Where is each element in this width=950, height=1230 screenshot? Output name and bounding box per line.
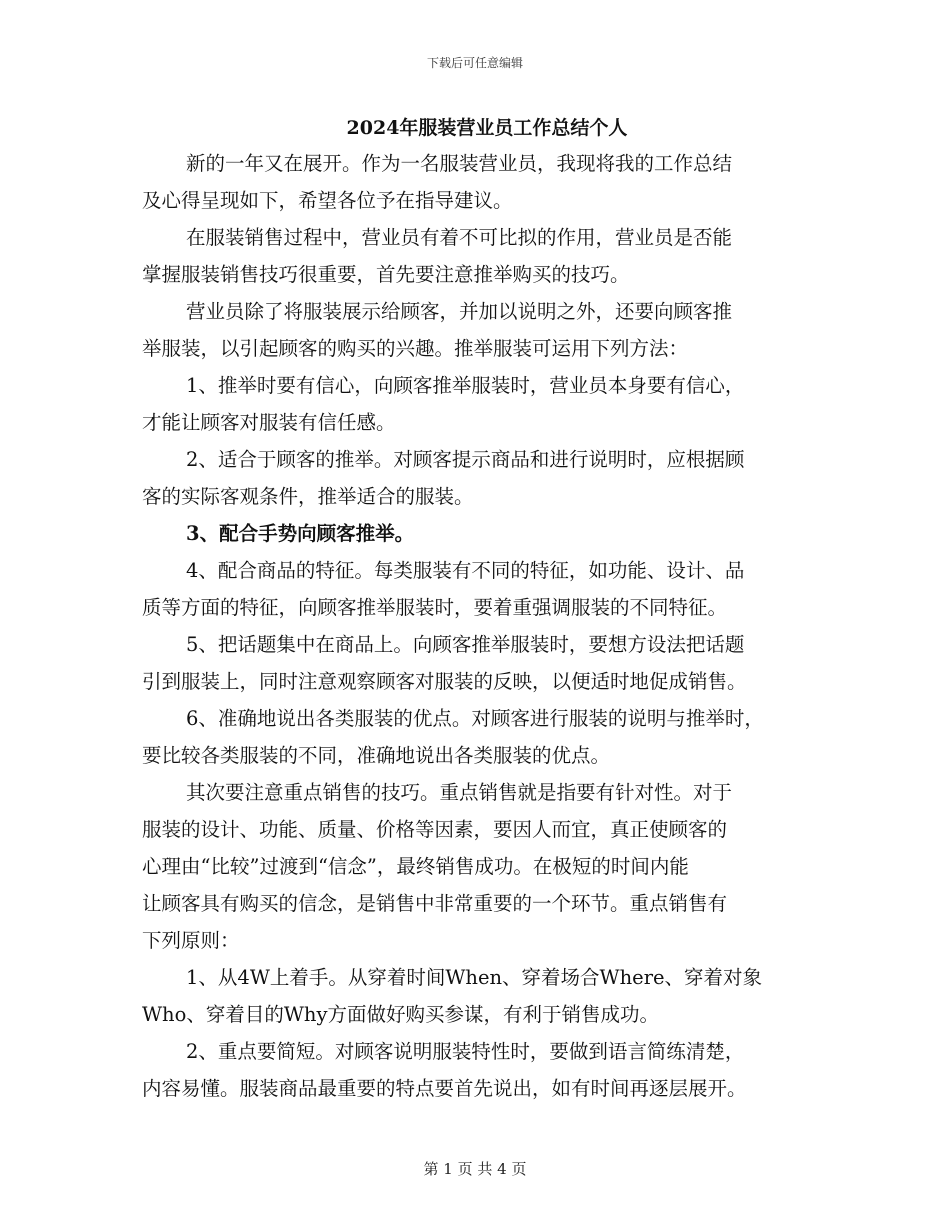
text-line: 其次要注意重点销售的技巧。重点销售就是指要有针对性。对于 [186, 781, 733, 804]
text-line: 营业员除了将服装展示给顾客，并加以说明之外，还要向顾客推 [186, 300, 733, 323]
text-line: 举服装，以引起顾客的购买的兴趣。推举服装可运用下列方法： [142, 337, 689, 360]
paragraph-lines [142, 145, 822, 1107]
text-line: 2、重点要简短。对顾客说明服装特性时，要做到语言简练清楚， [186, 1040, 745, 1063]
text-line: 1、从4W上着手。从穿着时间When、穿着场合Where、穿着对象 [186, 966, 763, 989]
page-footer: 第 1 页 共 4 页 [423, 1160, 527, 1178]
text-line: 内容易懂。服装商品最重要的特点要首先说出，如有时间再逐层展开。 [142, 1077, 747, 1100]
text-line: 才能让顾客对服装有信任感。 [142, 411, 396, 434]
text-line: 6、准确地说出各类服装的优点。对顾客进行服装的说明与推举时， [186, 707, 764, 730]
text-line: 4、配合商品的特征。每类服装有不同的特征，如功能、设计、品 [186, 559, 745, 582]
text-line: 引到服装上，同时注意观察顾客对服装的反映，以便适时地促成销售。 [142, 670, 747, 693]
text-line: 1、推举时要有信心，向顾客推举服装时，营业员本身要有信心， [186, 374, 745, 397]
text-line: Who、穿着目的Why方面做好购买参谋，有利于销售成功。 [142, 1003, 659, 1026]
text-line: 下列原则： [142, 929, 240, 952]
text-line: 2、适合于顾客的推举。对顾客提示商品和进行说明时，应根据顾 [186, 448, 745, 471]
text-line: 客的实际客观条件，推举适合的服装。 [142, 485, 474, 508]
text-line: 在服装销售过程中，营业员有着不可比拟的作用，营业员是否能 [186, 226, 733, 249]
document-body [142, 113, 822, 1107]
text-line: 质等方面的特征，向顾客推举服装时，要着重强调服装的不同特征。 [142, 596, 728, 619]
text-line: 新的一年又在展开。作为一名服装营业员，我现将我的工作总结 [186, 152, 733, 175]
text-line: 5、把话题集中在商品上。向顾客推举服装时，要想方设法把话题 [186, 633, 745, 656]
page-header: 下载后可任意编辑 [426, 56, 523, 70]
text-line: 及心得呈现如下，希望各位予在指导建议。 [142, 189, 513, 212]
text-line: 3、配合手势向顾客推举。 [186, 522, 415, 545]
text-line: 要比较各类服装的不同，准确地说出各类服装的优点。 [142, 744, 611, 767]
document-title: 2024年服装营业员工作总结个人 [346, 117, 628, 139]
text-line: 掌握服装销售技巧很重要，首先要注意推举购买的技巧。 [142, 263, 630, 286]
text-line: 让顾客具有购买的信念，是销售中非常重要的一个环节。重点销售有 [142, 892, 728, 915]
text-line: 心理由“比较”过渡到“信念”，最终销售成功。在极短的时间内能 [142, 855, 689, 878]
text-line: 服装的设计、功能、质量、价格等因素，要因人而宜，真正使顾客的 [142, 818, 728, 841]
